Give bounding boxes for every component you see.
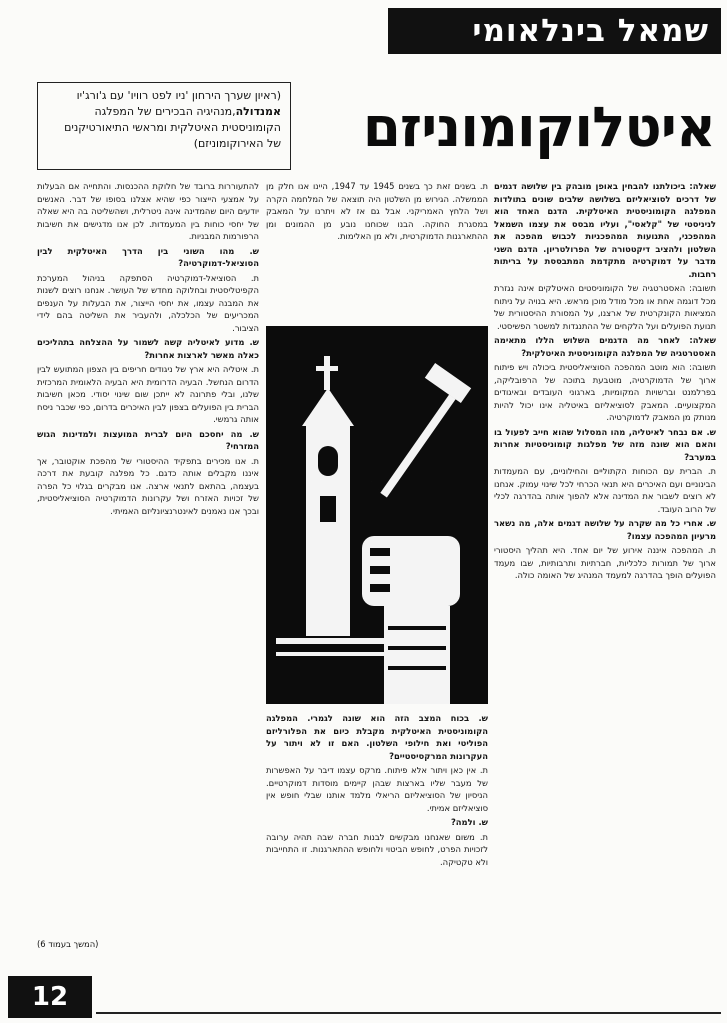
continued-note: (המשך בעמוד 6) [37, 939, 99, 949]
column-middle-bottom [266, 712, 488, 937]
paragraph: ת. משום שאנחנו מבקשים לבנות חברה שבה תהיה ערובה לזכויות הפרט, לחופש הביטוי ולחופש ההתארגנות. זו התחייבות ולא טקטיקה. [266, 831, 488, 867]
paragraph: ת. הסוציאל-דמוקרטיה הסתפקה בניהול המערכת הקפיטליסטית ובחלוקה מחדש של העושר. אנחנו רוצים לשנות את המבנה עצמו, את יחסי הייצור, את הבעלות על הענפים המכריעים של הכלכלה, ולהעביר את השליטה בהם לידי הציבור. [37, 272, 259, 333]
byline-intro: (ראיון שערך הירחון 'ניו לפט רוויו' עם ג'ורג'יו [76, 89, 281, 102]
byline-box [37, 82, 291, 170]
footer-rule [96, 1012, 721, 1014]
paragraph: ש. מהו השוני בין הדרך האיטלקית לבין הסוציאל-דמוקרטיה? [37, 245, 259, 268]
paragraph: ת. אנו מכירים בתפקיד ההיסטורי של מהפכת אוקטובר, אך איננו מקבלים אותה כדגם. כל מפלגה קובעת את דרכה בעצמה, בהתאם לתנאי ארצה. אנו מבקרים בגלוי כל הפרה של זכויות האזרח ושל עקרונות הדמוקרטיה הסוציאליסטית, ובכך אנו נאמנים לאינטרנציונליזם האמיתי. [37, 455, 259, 516]
ground-line [276, 652, 386, 656]
section-header-band [388, 8, 721, 54]
paragraph: ש. מה יחסכם היום לברית המועצות ולמדינות הגוש המזרחי? [37, 428, 259, 451]
paragraph: ת. הברית עם הכוחות הקתוליים והחילוניים, עם המעמדות הבינוניים ועם האיכרים היא תנאי הכרחי לכל שינוי עמוק. אנחנו לא רוצים לשבור את המדינה אלא להפוך אותה בהדרגה לכלי של הרוב העובד. [494, 466, 716, 514]
page-number: 12 [8, 976, 92, 1018]
column-middle-top [266, 180, 488, 320]
paragraph: תשובה: הוא מוטב המהפכה הסוציאליסטית ביכולה ויש פיתוח ארוך של הדמוקרטיה, מוטבעת בתוכה של הרפובליקה, בפרלמנט וברשויות המקומיות, בארגוני העובדים ובאיגודים המקצועיים. המאבק לסוציאליזם באיטליה אינו יכול להיות מנותק מן המאבק לדמוקרטיה. [494, 362, 716, 422]
paragraph: להתעוררות ברובד של חלוקת ההכנסות. והתחייה אם הבעלות על אמצעי הייצור כפי שהיא אצלנו בסופו של דבר. האנשים יודעים היום שהמדינה אינה ניטרלית, ושהשליטה בה היא שאלה של יחסי כוחות בין המעמדות. לכן אנו מדגישים את חשיבות הרפורמות המבניות. [37, 181, 259, 241]
illustration-church-fist [266, 326, 488, 704]
paragraph: תשובה: האסטרטגיה של הקומוניסטים האיטלקים אינה נגזרת מכל דוגמה אחת או מכל מודל מוכן מראש. היא בנויה על ניתוח המציאות הקונקרטית של ארצנו, על המסורת ההיסטורית של תנועת הפועלים ועל הלקחים של ההתנגדות למשטר הפשיסטי. [494, 283, 716, 331]
byline-rest: ,מנהיגיה הבכירים של המפלגה הקומוניסטית האיטלקית ומראשי התיאורטיקנים של האירוקומוניזם) [64, 105, 281, 150]
paragraph: ש. אחרי כל מה שקרה על שלושה דגמים אלה, מה נשאר מרעיון המהפכה עצמו? [494, 518, 716, 541]
paragraph: ש. ולמה? [450, 817, 488, 827]
paragraph: ש. אם נבחר לאיטליה, מהו המסלול שהוא חייב לפעול בו והאם הוא שונה מזה של מפלגות קומוניסטיות אחרות במערב? [494, 426, 716, 462]
paragraph: ת. המהפכה איננה אירוע של יום אחד. היא תהליך היסטורי ארוך של תמורות כלכליות, חברתיות ותרבותיות, שבו מעמד הפועלים הופך בהדרגה למעמד המנהיג של האומה כולה. [494, 545, 716, 580]
paragraph: ת. איטליה היא ארץ של ניגודים חריפים בין הצפון המתועש לבין הדרום הנחשל. הבעיה הדרומית היא הבעיה הלאומית המרכזית שלנו, ובלי פתרונה לא ייתכן שום שינוי יסודי. מכאן חשיבות הברית בין הפועלים בצפון לבין האיכרים בדרום, כפי שכבר ניסח אותה גרמשי. [37, 364, 259, 424]
paragraph: ש. בכוח המצב הזה הוא שונה לגמרי. המפלגה הקומוניסטית האיטלקית מקבלת כיום את הפלורליזם הפוליטי ואת חילופי השלטון. האם זו לא ויתור על העקרונות המרקסיסטיים? [266, 713, 488, 761]
article-headline: איטלוקומוניזם [362, 95, 715, 159]
byline-name: אמנדולה [235, 105, 281, 118]
column-left [37, 180, 259, 937]
paragraph: ש. מדוע לאיטליה קשה לשמור על ההצלחה בתהליכים כאלה מאשר לארצות אחרות? [37, 337, 259, 360]
paragraph: שאלה: לאחר מה הדגמים השלוש הללו מתאימה האסטרטגיה של המפלגה הקומוניסטית האיטלקית? [494, 335, 716, 358]
column-right [494, 180, 716, 940]
paragraph: ת. אין כאן ויתור אלא פיתוח. מרקס עצמו דיבר על האפשרות של מעבר שליו בארצות שבהן קיימים מוסדות דמוקרטיים. הניסיון של הסוציאליזם הריאלי מלמד אותנו שבלי חופש אין סוציאליזם אמיתי. [266, 765, 488, 813]
ground-line [276, 638, 386, 644]
section-title: שמאל בינלאומי [472, 13, 709, 49]
paragraph: שאלה: ביכולתנו להבחין באופן מובהק בין שלושה דגמים של דרכים לסוציאליזם בשלושה שלבים שונים בתולדות המפלגה הקומוניסטית האיטלקית. הדגם האחד הוא לניניסטי של "קלאסי", ועליו מבסס את עצמו השמאל המהפכני, התנועות המהפכניות לכבוש מהפכה את השלטון ולהציב דיקטטורה של הפרולטריון. הדגם השני מדבר על דמוקרטיה מתקדמת המתבססת על בריתות רחבות. [494, 181, 716, 279]
paragraph: ת. בשנים זאת כך בשנים 1945 עד 1947, היינו אנו חלק מן הממשלה. הגירוש מן השלטון היה תוצאה של המלחמה הקרה ושל הלחץ האמריקני. אבל גם אז לא ויתרנו על המאבק במסגרת החוקה. הבנו שכוחנו נובע מן ההמונים ומן ההתארגנות הדמוקרטית, ולא מן האלימות. [266, 181, 488, 241]
